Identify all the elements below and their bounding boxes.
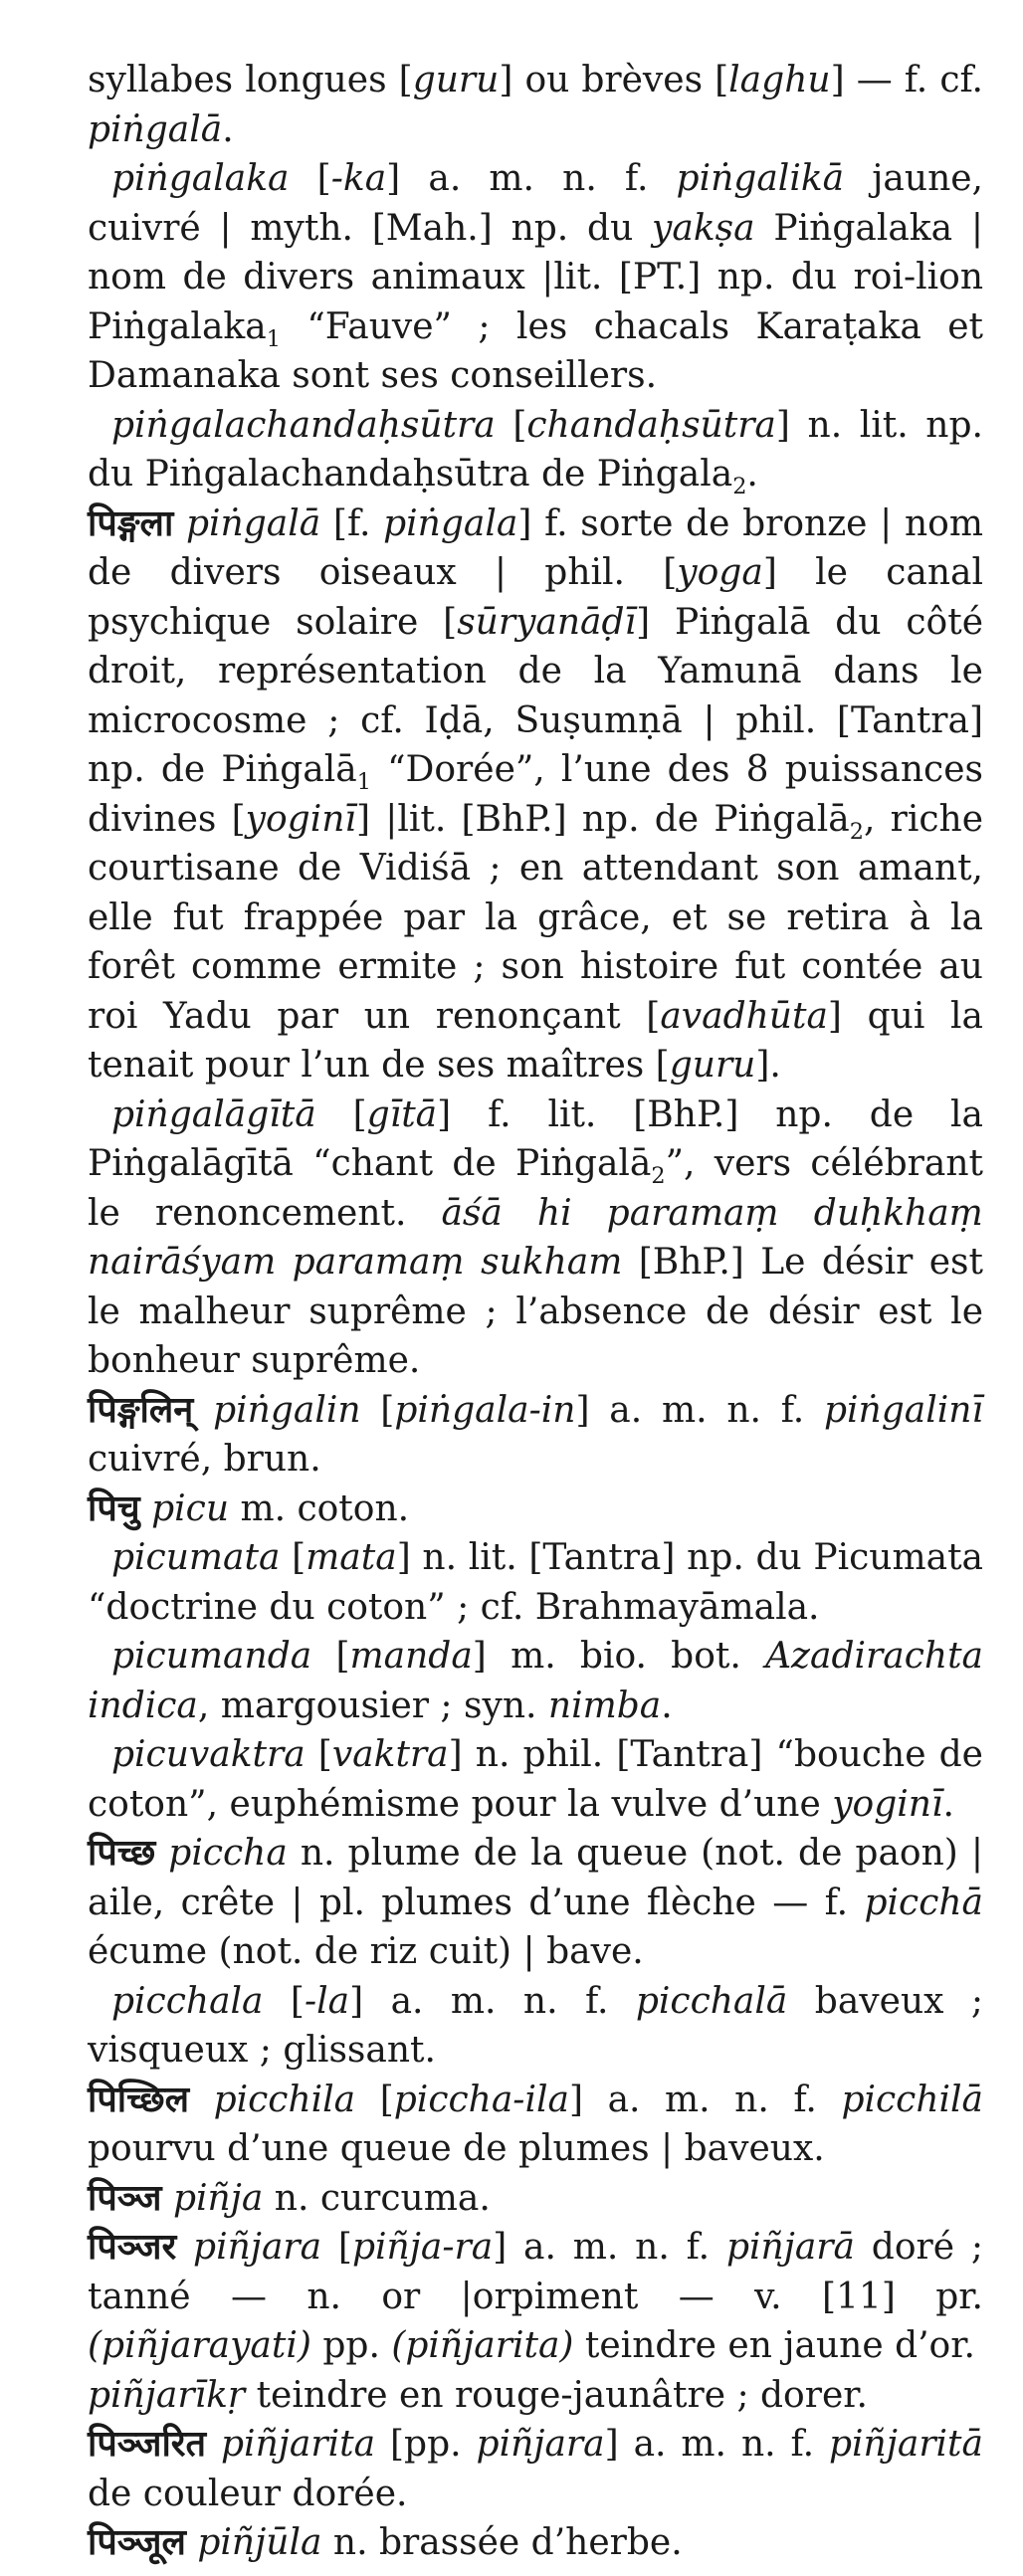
headword-entry	[88, 2420, 983, 2518]
sub-entry	[88, 1730, 983, 1829]
devanagari-headword: पिञ्जर	[88, 2227, 177, 2268]
entry-text: picumanda [manda] m. bio. bot. Azadirachta indica, margousier ; syn. nimba.	[88, 1636, 983, 1726]
text-paragraph	[88, 2371, 983, 2421]
devanagari-headword: पिचु	[88, 1487, 140, 1529]
sub-entry	[88, 1977, 983, 2076]
sub-entry	[88, 1533, 983, 1632]
entry-text: piñjūla n. brassée d’herbe.	[197, 2522, 683, 2563]
entry-text: picu m. coton.	[151, 1487, 410, 1529]
devanagari-headword: पिङ्गला	[88, 502, 174, 544]
entry-text: syllabes longues [guru] ou brèves [laghu] — f. cf. piṅgalā.	[88, 60, 983, 150]
devanagari-headword: पिच्छ	[88, 1833, 156, 1874]
headword-entry	[88, 1829, 983, 1977]
devanagari-headword: पिञ्जरित	[88, 2424, 207, 2465]
entry-text: picumata [mata] n. lit. [Tantra] np. du Picumata “doctrine du coton” ; cf. Brahmayāmala.	[88, 1537, 983, 1628]
devanagari-headword: पिञ्ज	[88, 2177, 162, 2219]
entry-text: piñjara [piñja-ra] a. m. n. f. piñjarā doré ; tanné — n. or |orpiment — v. [11] pr. (piñjarayati) pp. (piñjarita) teindre en jaune d’or.	[88, 2227, 983, 2366]
sub-entry	[88, 154, 983, 401]
devanagari-headword: पिङ्गलिन्	[88, 1389, 194, 1431]
entry-text: picchila [piccha-ila] a. m. n. f. picchilā pourvu d’une queue de plumes | baveux.	[88, 2079, 983, 2169]
devanagari-headword: पिञ्जूल	[88, 2522, 186, 2563]
entry-text: picchala [-la] a. m. n. f. picchalā baveux ; visqueux ; glissant.	[88, 1980, 983, 2071]
headword-entry	[88, 1485, 983, 1534]
headword-entry	[88, 2174, 983, 2224]
entry-text: piṅgalāgītā [gītā] f. lit. [BhP.] np. de la Piṅgalāgītā “chant de Piṅgalā$_2$”, vers célébrant le renoncement. āśā hi paramaṃ duḥkhaṃ nairāśyam paramaṃ sukham [BhP.] Le désir est le malheur suprême ; l’absence de désir est le bonheur suprême.	[88, 1093, 983, 1381]
headword-entry	[88, 2223, 983, 2371]
headword-entry	[88, 1386, 983, 1485]
entry-text: picuvaktra [vaktra] n. phil. [Tantra] “bouche de coton”, euphémisme pour la vulve d’une yoginī.	[88, 1734, 983, 1825]
entry-text: piccha n. plume de la queue (not. de paon) | aile, crête | pl. plumes d’une flèche — f. picchā écume (not. de riz cuit) | bave.	[88, 1833, 983, 1972]
devanagari-headword: पिच्छिल	[88, 2079, 189, 2120]
headword-entry	[88, 499, 983, 1090]
entry-text: piṅgalā [f. piṅgala] f. sorte de bronze | nom de divers oiseaux | phil. [yoga] le canal psychique solaire [sūryanāḍī] Piṅgalā du côté droit, représentation de la Yamunā dans le microcosme ; cf. Iḍā, Suṣumṇā | phil. [Tantra] np. de Piṅgalā$_1$ “Dorée”, l’une des 8 puissances divines [yoginī] |lit. [BhP.] np. de Piṅgalā$_2$, riche courtisane de Vidiśā ; en attendant son amant, elle fut frappée par la grâce, et se retira à la forêt comme ermite ; son histoire fut contée au roi Yadu par un renonçant [avadhūta] qui la tenait pour l’un de ses maîtres [guru].	[88, 502, 984, 1086]
entry-text: piñjarita [pp. piñjara] a. m. n. f. piñjaritā de couleur dorée.	[88, 2424, 983, 2514]
entry-text: piṅgalachandaḥsūtra [chandaḥsūtra] n. lit. np. du Piṅgalachandaḥsūtra de Piṅgala$_2$.	[88, 404, 983, 500]
headword-entry	[88, 2518, 983, 2568]
sub-entry	[88, 1090, 983, 1386]
sub-entry	[88, 1632, 983, 1730]
headword-entry	[88, 2076, 983, 2174]
entry-text: piñjarīkṛ teindre en rouge-jaunâtre ; dorer.	[88, 2374, 868, 2416]
entry-text: piṅgalaka [-ka] a. m. n. f. piṅgalikā jaune, cuivré | myth. [Mah.] np. du yakṣa Piṅgalaka | nom de divers animaux |lit. [PT.] np. du roi-lion Piṅgalaka$_1$ “Fauve” ; les chacals Karaṭaka et Damanaka sont ses conseillers.	[88, 158, 983, 396]
entry-text: piṅgalin [piṅgala-in] a. m. n. f. piṅgalinī cuivré, brun.	[88, 1389, 983, 1480]
text-paragraph	[88, 56, 983, 154]
entry-text: piñja n. curcuma.	[172, 2177, 491, 2219]
sub-entry	[88, 401, 983, 499]
